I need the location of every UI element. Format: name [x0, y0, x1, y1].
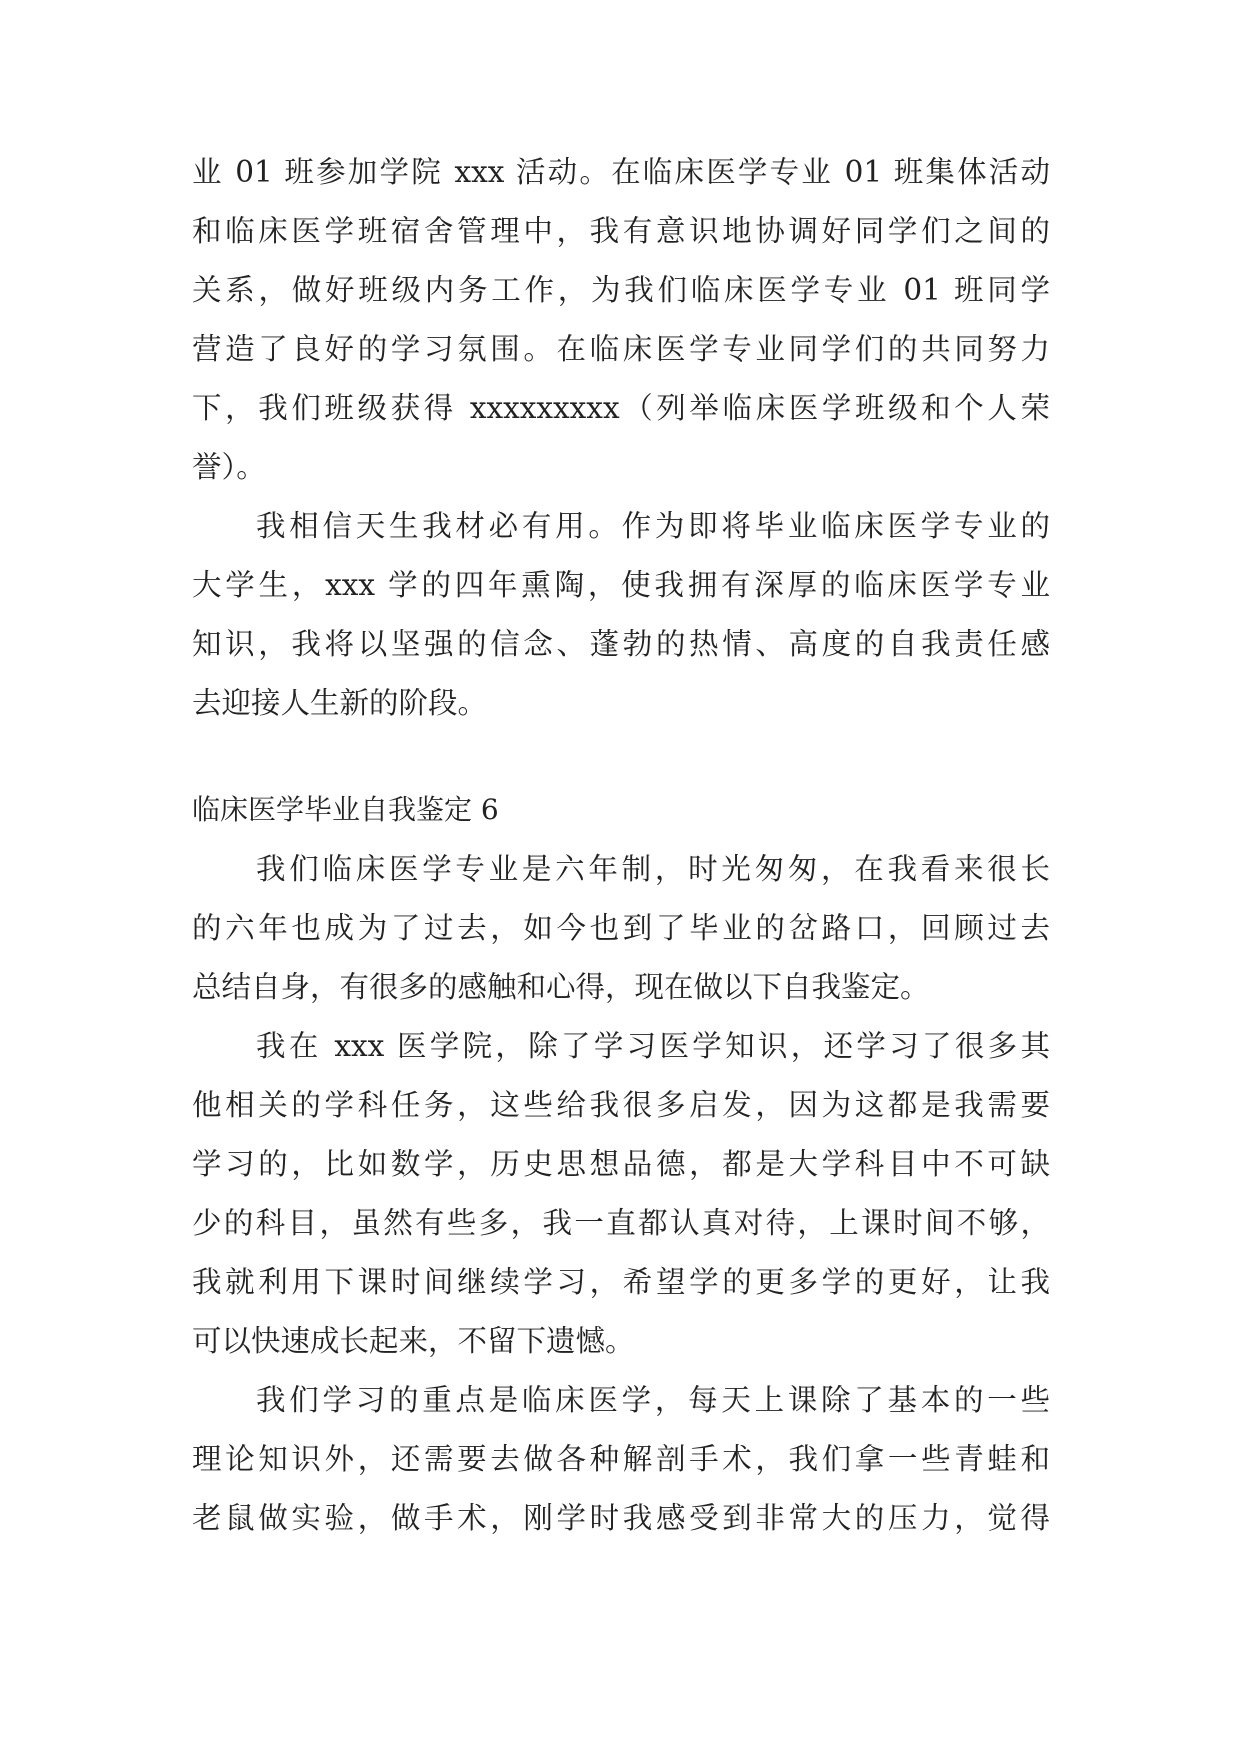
text-line: 我在 xxx 医学院，除了学习医学知识，还学习了很多其: [256, 1029, 1050, 1063]
text-line: 和临床医学班宿舍管理中，我有意识地协调好同学们之间的: [192, 214, 1050, 248]
text-line: 我们临床医学专业是六年制，时光匆匆，在我看来很长: [256, 852, 1050, 886]
text-line: 的六年也成为了过去，如今也到了毕业的岔路口，回顾过去: [192, 911, 1050, 945]
text-line: 理论知识外，还需要去做各种解剖手术，我们拿一些青蛙和: [192, 1442, 1050, 1476]
text-line: 我相信天生我材必有用。作为即将毕业临床医学专业的: [256, 509, 1050, 543]
text-line: 老鼠做实验，做手术，刚学时我感受到非常大的压力，觉得: [192, 1501, 1050, 1535]
text-line: 营造了良好的学习氛围。在临床医学专业同学们的共同努力: [192, 332, 1050, 366]
text-line: 知识，我将以坚强的信念、蓬勃的热情、高度的自我责任感: [192, 627, 1050, 661]
text-line: 他相关的学科任务，这些给我很多启发，因为这都是我需要: [192, 1088, 1050, 1122]
text-line: 誉）。: [192, 450, 266, 484]
text-line: 学习的，比如数学，历史思想品德，都是大学科目中不可缺: [192, 1147, 1050, 1181]
text-line: 大学生，xxx 学的四年熏陶，使我拥有深厚的临床医学专业: [192, 568, 1050, 602]
text-line: 可以快速成长起来，不留下遗憾。: [192, 1324, 635, 1358]
text-line: 关系，做好班级内务工作，为我们临床医学专业 01 班同学: [192, 273, 1050, 307]
text-line: 我们学习的重点是临床医学，每天上课除了基本的一些: [256, 1383, 1050, 1417]
text-line: 少的科目，虽然有些多，我一直都认真对待，上课时间不够，: [192, 1206, 1050, 1240]
text-line: 下，我们班级获得 xxxxxxxxx（列举临床医学班级和个人荣: [192, 391, 1050, 425]
text-line: 总结自身，有很多的感触和心得，现在做以下自我鉴定。: [192, 970, 930, 1004]
text-line: 去迎接人生新的阶段。: [192, 686, 488, 720]
text-line: 业 01 班参加学院 xxx 活动。在临床医学专业 01 班集体活动: [192, 155, 1050, 189]
section-title: 临床医学毕业自我鉴定 6: [192, 793, 499, 826]
text-line: 我就利用下课时间继续学习，希望学的更多学的更好，让我: [192, 1265, 1050, 1299]
